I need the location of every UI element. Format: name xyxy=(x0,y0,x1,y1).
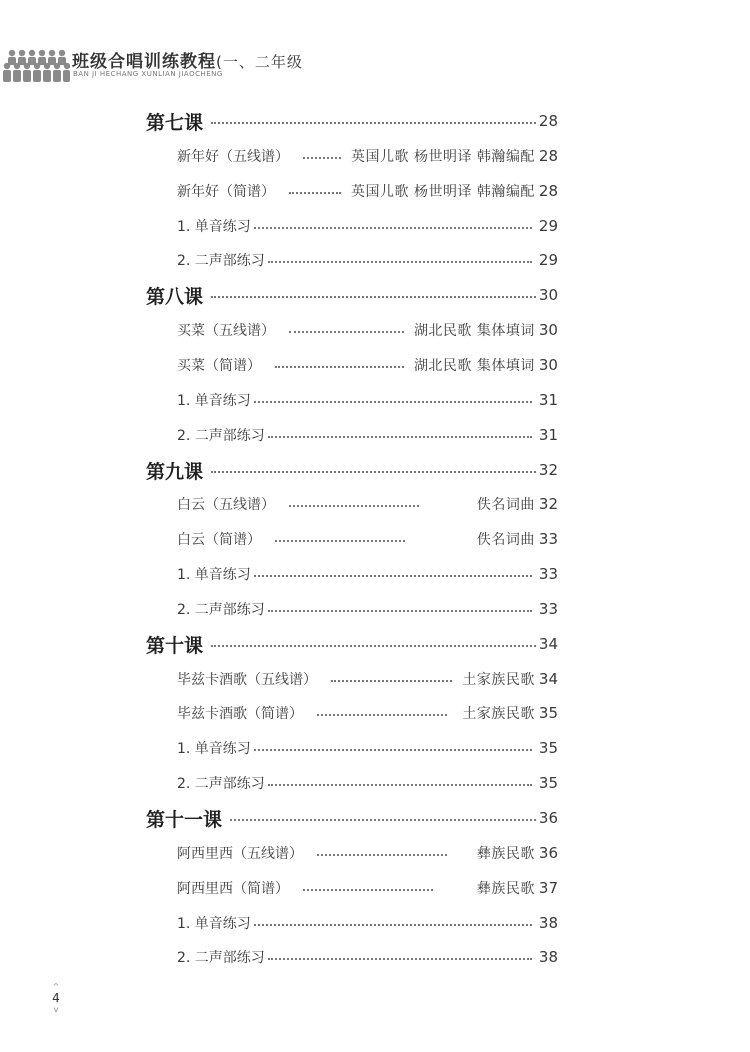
toc-entry-page: 37 xyxy=(538,879,558,897)
toc-exercise-row[interactable] xyxy=(0,733,750,763)
dot-leader xyxy=(254,401,532,403)
toc-entry-page: 35 xyxy=(538,739,558,757)
toc-entry-right xyxy=(535,739,558,757)
dot-leader xyxy=(268,958,532,960)
toc-entry-title: 1. 单音练习 xyxy=(177,567,251,583)
toc-entry-title: 第十课 xyxy=(146,634,204,657)
toc-entry-right xyxy=(351,181,558,201)
toc-entry-credit: 佚名词曲 xyxy=(476,497,535,513)
dot-leader xyxy=(211,471,536,473)
toc-song-row[interactable] xyxy=(0,141,750,171)
toc-entry-title: 1. 单音练习 xyxy=(177,741,251,757)
toc-exercise-row[interactable] xyxy=(0,594,750,624)
toc-exercise-row[interactable] xyxy=(0,559,750,589)
dot-leader xyxy=(211,296,536,298)
toc-entry-right xyxy=(535,914,558,932)
toc-entry-title: 阿西里西（简谱） xyxy=(177,881,289,897)
toc-entry-page: 28 xyxy=(538,182,558,200)
toc-entry-page: 29 xyxy=(538,217,558,235)
dot-leader xyxy=(275,366,404,368)
toc-entry-right xyxy=(535,391,558,409)
toc-entry-page: 34 xyxy=(538,635,558,653)
toc-entry-right xyxy=(462,669,558,689)
dot-leader xyxy=(254,924,532,926)
toc-entry-title: 买菜（五线谱） xyxy=(177,323,275,339)
toc-entry-page: 35 xyxy=(538,774,558,792)
dot-leader xyxy=(254,227,532,229)
toc-entry-credit: 英国儿歌 杨世明译 韩瀚编配 xyxy=(351,184,535,200)
toc-entry-right xyxy=(414,355,558,375)
dot-leader xyxy=(317,714,447,716)
dot-leader xyxy=(268,610,532,612)
toc-entry-title: 新年好（简谱） xyxy=(177,184,275,200)
toc-entry-page: 29 xyxy=(538,251,558,269)
toc-entry-page: 30 xyxy=(538,356,558,374)
toc-entry-page: 30 xyxy=(538,286,558,304)
toc-entry-title: 2. 二声部练习 xyxy=(177,776,265,792)
book-title-main: 班级合唱训练教程 xyxy=(72,52,216,72)
dot-leader xyxy=(317,854,447,856)
toc-entry-right xyxy=(477,494,558,514)
toc-entry-credit: 土家族民歌 xyxy=(462,672,535,688)
toc-entry-title: 1. 单音练习 xyxy=(177,393,251,409)
toc-entry-right xyxy=(539,461,558,479)
dot-leader xyxy=(268,784,532,786)
toc-entry-right xyxy=(351,146,558,166)
toc-entry-page: 30 xyxy=(538,321,558,339)
toc-entry-right xyxy=(535,426,558,444)
toc-entry-right xyxy=(535,774,558,792)
toc-lesson-row[interactable] xyxy=(0,629,750,659)
toc-exercise-row[interactable] xyxy=(0,942,750,972)
toc-entry-page: 33 xyxy=(538,530,558,548)
toc-entry-title: 第八课 xyxy=(146,285,204,308)
toc-entry-right xyxy=(539,112,558,130)
dot-leader xyxy=(289,505,419,507)
choir-logo-icon xyxy=(2,44,70,84)
toc-entry-title: 2. 二声部练习 xyxy=(177,602,265,618)
toc-entry-title: 阿西里西（五线谱） xyxy=(177,846,303,862)
dot-leader xyxy=(211,122,536,124)
toc-entry-page: 36 xyxy=(538,844,558,862)
toc-entry-right xyxy=(535,948,558,966)
toc-entry-credit: 土家族民歌 xyxy=(462,706,535,722)
toc-entry-title: 2. 二声部练习 xyxy=(177,428,265,444)
toc-song-row[interactable] xyxy=(0,489,750,519)
toc-entry-credit: 佚名词曲 xyxy=(476,532,535,548)
toc-entry-page: 33 xyxy=(538,600,558,618)
toc-entry-right xyxy=(477,529,558,549)
dot-leader xyxy=(331,680,452,682)
toc-entry-right xyxy=(539,635,558,653)
toc-song-row[interactable] xyxy=(0,176,750,206)
toc-entry-right xyxy=(535,251,558,269)
toc-entry-credit: 湖北民歌 集体填词 xyxy=(413,323,535,339)
toc-entry-page: 38 xyxy=(538,914,558,932)
toc-entry-right xyxy=(535,600,558,618)
toc-entry-page: 35 xyxy=(538,704,558,722)
caret-up-icon: ^ xyxy=(52,982,60,991)
toc-entry-page: 33 xyxy=(538,565,558,583)
page-number-value: 4 xyxy=(52,991,60,1005)
dot-leader xyxy=(289,331,404,333)
dot-leader xyxy=(289,192,341,194)
toc-entry-title: 毕兹卡酒歌（五线谱） xyxy=(177,672,317,688)
dot-leader xyxy=(254,575,532,577)
toc-entry-page: 28 xyxy=(538,147,558,165)
toc-entry-title: 第七课 xyxy=(146,111,204,134)
dot-leader xyxy=(303,889,433,891)
toc-entry-page: 34 xyxy=(538,670,558,688)
dot-leader xyxy=(211,645,536,647)
toc-entry-credit: 湖北民歌 集体填词 xyxy=(413,358,535,374)
toc-exercise-row[interactable] xyxy=(0,908,750,938)
toc-entry-credit: 彝族民歌 xyxy=(476,881,535,897)
toc-lesson-row[interactable] xyxy=(0,280,750,310)
toc-entry-right xyxy=(539,809,558,827)
toc-entry-title: 第九课 xyxy=(146,460,204,483)
toc-song-row[interactable] xyxy=(0,315,750,345)
dot-leader xyxy=(254,749,532,751)
toc-lesson-row[interactable] xyxy=(0,106,750,136)
toc-entry-right xyxy=(477,843,558,863)
toc-entry-page: 32 xyxy=(538,461,558,479)
toc-entry-title: 白云（五线谱） xyxy=(177,497,275,513)
toc-entry-title: 2. 二声部练习 xyxy=(177,950,265,966)
toc-entry-page: 31 xyxy=(538,391,558,409)
toc-entry-page: 36 xyxy=(538,809,558,827)
toc-entry-right xyxy=(477,878,558,898)
toc-exercise-row[interactable] xyxy=(0,768,750,798)
toc-entry-title: 1. 单音练习 xyxy=(177,916,251,932)
toc-entry-title: 新年好（五线谱） xyxy=(177,149,289,165)
toc-entry-right xyxy=(462,703,558,723)
toc-lesson-row[interactable] xyxy=(0,803,750,833)
toc-entry-credit: 彝族民歌 xyxy=(476,846,535,862)
toc-entry-page: 32 xyxy=(538,495,558,513)
toc-song-row[interactable] xyxy=(0,838,750,868)
toc-song-row[interactable] xyxy=(0,524,750,554)
book-title xyxy=(72,47,303,72)
toc-entry-right xyxy=(414,320,558,340)
toc-entry-right xyxy=(535,217,558,235)
toc-exercise-row[interactable] xyxy=(0,245,750,275)
toc-entry-right xyxy=(535,565,558,583)
toc-song-row[interactable] xyxy=(0,698,750,728)
toc-lesson-row[interactable] xyxy=(0,455,750,485)
toc-entry-title: 买菜（简谱） xyxy=(177,358,261,374)
toc-entry-credit: 英国儿歌 杨世明译 韩瀚编配 xyxy=(351,149,535,165)
toc-entry-title: 2. 二声部练习 xyxy=(177,253,265,269)
caret-down-icon: v xyxy=(53,1005,59,1014)
toc-entry-title: 毕兹卡酒歌（简谱） xyxy=(177,706,303,722)
toc-entry-title: 第十一课 xyxy=(146,808,223,831)
toc-exercise-row[interactable] xyxy=(0,420,750,450)
dot-leader xyxy=(268,436,532,438)
toc-entry-page: 28 xyxy=(538,112,558,130)
book-title-pinyin: BAN JI HECHANG XUNLIAN JIAOCHENG xyxy=(73,70,223,78)
toc-entry-title: 1. 单音练习 xyxy=(177,219,251,235)
book-title-grade: (一、二年级 xyxy=(216,53,303,71)
dot-leader xyxy=(230,819,536,821)
toc-exercise-row[interactable] xyxy=(0,385,750,415)
dot-leader xyxy=(303,157,341,159)
toc-song-row[interactable] xyxy=(0,664,750,694)
toc-song-row[interactable] xyxy=(0,350,750,380)
toc-entry-page: 31 xyxy=(538,426,558,444)
page-header xyxy=(0,40,750,90)
dot-leader xyxy=(268,261,532,263)
toc-song-row[interactable] xyxy=(0,873,750,903)
toc-entry-title: 白云（简谱） xyxy=(177,532,261,548)
toc-entry-right xyxy=(539,286,558,304)
dot-leader xyxy=(275,540,405,542)
toc-exercise-row[interactable] xyxy=(0,211,750,241)
page-number xyxy=(50,982,62,1014)
toc-entry-page: 38 xyxy=(538,948,558,966)
